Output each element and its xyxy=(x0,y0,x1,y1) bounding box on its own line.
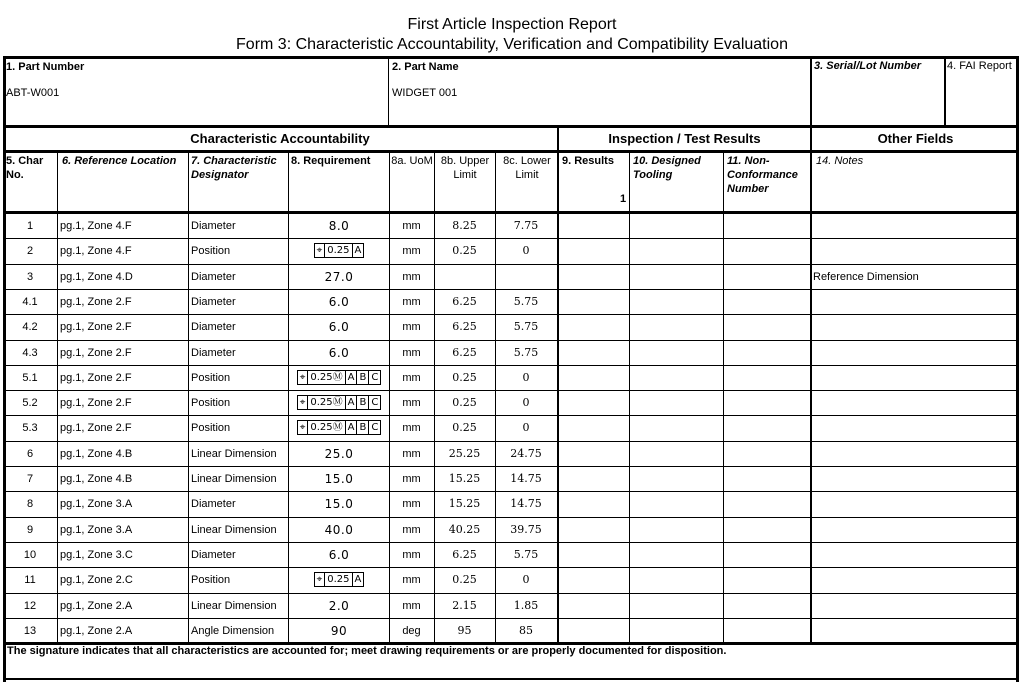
reference-location: pg.1, Zone 2.F xyxy=(60,346,132,359)
gdt-cell: C xyxy=(371,397,379,409)
char-no: 10 xyxy=(23,548,37,561)
reference-location: pg.1, Zone 4.B xyxy=(60,447,133,460)
uom: mm xyxy=(402,245,421,258)
gdt-frame xyxy=(289,420,389,435)
feature-control-frame xyxy=(314,572,365,587)
part-number-label: 1. Part Number xyxy=(6,61,85,73)
gdt-cell: A xyxy=(346,396,358,409)
char-no: 5.1 xyxy=(22,371,38,384)
char-no: 8 xyxy=(26,498,34,511)
uom: mm xyxy=(402,447,421,460)
gdt-frame xyxy=(289,395,389,410)
lower-limit: 5.75 xyxy=(513,294,539,308)
uom: mm xyxy=(402,574,421,587)
part-name-label: 2. Part Name xyxy=(392,61,459,73)
col-reference-location: 6. Reference Location xyxy=(62,155,177,167)
report-title: First Article Inspection Report xyxy=(407,16,617,33)
characteristic-designator: Diameter xyxy=(191,346,236,359)
characteristic-designator: Position xyxy=(191,245,231,258)
upper-limit: 25.25 xyxy=(448,446,481,460)
fai-report-label: 4. FAI Report xyxy=(947,60,1012,72)
position-icon: ⌖ xyxy=(315,244,326,257)
reference-location: pg.1, Zone 2.F xyxy=(60,422,132,435)
reference-location: pg.1, Zone 4.D xyxy=(60,270,133,283)
position-icon: ⌖ xyxy=(298,371,309,384)
position-icon: ⌖ xyxy=(315,573,326,586)
lower-limit: 5.75 xyxy=(513,547,539,561)
gdt-cell: 0.25 xyxy=(325,573,352,586)
reference-location: pg.1, Zone 4.B xyxy=(60,473,133,485)
lower-limit: 0 xyxy=(522,370,530,384)
reference-location: pg.1, Zone 2.F xyxy=(60,371,132,384)
characteristic-designator: Diameter xyxy=(191,220,236,232)
char-no: 4.1 xyxy=(22,295,38,308)
col-results: 9. Results xyxy=(562,155,614,167)
upper-limit: 6.25 xyxy=(452,320,477,334)
col-requirement: 8. Requirement xyxy=(291,155,371,167)
col-non-conformance-number: 11. Non-Conformance Number xyxy=(727,155,798,195)
gdt-cell: C xyxy=(371,371,379,383)
gdt-frame xyxy=(289,370,389,385)
lower-limit: 85 xyxy=(519,623,533,637)
upper-limit: 0.25 xyxy=(452,396,477,410)
section-other-fields: Other Fields xyxy=(877,131,954,146)
char-no: 4.3 xyxy=(22,346,38,359)
char-no: 7 xyxy=(26,473,34,485)
upper-limit: 8.25 xyxy=(452,219,477,232)
characteristic-designator: Angle Dimension xyxy=(191,624,275,637)
upper-limit: 95 xyxy=(457,623,472,637)
characteristic-designator: Position xyxy=(191,371,231,384)
lower-limit: 0 xyxy=(522,573,530,587)
upper-limit: 0.25 xyxy=(452,573,477,587)
characteristic-designator: Diameter xyxy=(191,548,236,561)
characteristic-designator: Linear Dimension xyxy=(191,447,277,460)
col-designed-tooling: 10. Designed Tooling xyxy=(633,155,701,181)
uom: mm xyxy=(402,498,421,511)
col-notes: 14. Notes xyxy=(816,155,864,167)
uom: mm xyxy=(402,270,421,283)
char-no: 12 xyxy=(23,599,37,612)
gdt-cell: A xyxy=(354,245,362,257)
reference-location: pg.1, Zone 3.A xyxy=(60,498,133,511)
characteristic-designator: Position xyxy=(191,422,231,435)
lower-limit: 0 xyxy=(522,244,530,258)
reference-location: pg.1, Zone 2.A xyxy=(60,624,133,637)
gdt-cell: A xyxy=(354,574,362,586)
characteristic-designator: Diameter xyxy=(191,270,236,283)
upper-limit: 2.15 xyxy=(452,598,477,612)
feature-control-frame xyxy=(297,395,382,410)
report-subtitle: Form 3: Characteristic Accountability, Verification and Compatibility Evaluation xyxy=(236,36,788,53)
lower-limit: 14.75 xyxy=(510,472,542,485)
position-icon: ⌖ xyxy=(298,396,309,409)
section-characteristic-accountability: Characteristic Accountability xyxy=(190,131,370,146)
upper-limit: 0.25 xyxy=(452,244,477,258)
uom: mm xyxy=(402,422,421,435)
uom: mm xyxy=(402,220,421,232)
requirement: 6.0 xyxy=(328,294,350,309)
feature-control-frame xyxy=(314,243,365,258)
uom: mm xyxy=(402,295,421,308)
characteristic-designator: Position xyxy=(191,397,231,410)
reference-location: pg.1, Zone 4.F xyxy=(60,245,132,258)
requirement: 8.0 xyxy=(328,219,350,233)
char-no: 11 xyxy=(24,574,36,587)
uom: mm xyxy=(402,473,421,485)
gdt-cell: B xyxy=(357,421,369,434)
char-no: 3 xyxy=(26,270,34,283)
reference-location: pg.1, Zone 3.C xyxy=(60,548,133,561)
col-char-no: 5. Char No. xyxy=(6,155,44,181)
characteristic-designator: Diameter xyxy=(191,498,236,511)
characteristic-designator: Linear Dimension xyxy=(191,523,277,536)
upper-limit: 0.25 xyxy=(452,370,477,384)
lower-limit: 14.75 xyxy=(510,497,542,511)
upper-limit: 15.25 xyxy=(448,472,481,485)
uom: mm xyxy=(402,371,421,384)
lower-limit: 7.75 xyxy=(513,219,539,232)
uom: mm xyxy=(402,397,421,410)
lower-limit: 5.75 xyxy=(513,345,539,359)
gdt-cell: C xyxy=(371,422,379,434)
reference-location: pg.1, Zone 2.C xyxy=(60,574,133,587)
gdt-cell: 0.25 xyxy=(325,244,352,257)
characteristic-designator: Diameter xyxy=(191,321,236,334)
part-number-value[interactable]: ABT-W001 xyxy=(6,87,60,99)
reference-location: pg.1, Zone 2.F xyxy=(60,295,132,308)
col-results-sub: 1 xyxy=(620,193,627,205)
serial-lot-label: 3. Serial/Lot Number xyxy=(814,60,921,72)
reference-location: pg.1, Zone 2.F xyxy=(60,321,132,334)
lower-limit: 0 xyxy=(522,421,530,435)
gdt-cell: 0.25Ⓜ xyxy=(308,371,345,384)
requirement: 2.0 xyxy=(328,598,350,613)
part-name-value[interactable]: WIDGET 001 xyxy=(392,87,458,99)
gdt-cell: 0.25Ⓜ xyxy=(308,421,345,434)
char-no: 2 xyxy=(26,245,34,258)
char-no: 6 xyxy=(26,447,34,460)
lower-limit: 5.75 xyxy=(513,320,539,334)
upper-limit: 6.25 xyxy=(452,547,477,561)
characteristic-designator: Diameter xyxy=(191,295,236,308)
section-inspection-results: Inspection / Test Results xyxy=(608,131,761,146)
reference-location: pg.1, Zone 2.A xyxy=(60,599,133,612)
note: Reference Dimension xyxy=(813,270,919,283)
gdt-cell: A xyxy=(346,371,358,384)
requirement: 15.0 xyxy=(324,497,354,512)
reference-location: pg.1, Zone 2.F xyxy=(60,397,132,410)
requirement: 6.0 xyxy=(328,345,350,360)
gdt-frame xyxy=(289,572,389,587)
feature-control-frame xyxy=(297,420,382,435)
characteristic-designator: Position xyxy=(191,574,231,587)
char-no: 4.2 xyxy=(22,321,38,334)
signature-statement: The signature indicates that all characteristics are accounted for; meet drawing requirements or are properly documented for disposition. xyxy=(7,645,727,657)
lower-limit: 1.85 xyxy=(513,598,539,612)
characteristic-designator: Linear Dimension xyxy=(191,599,277,612)
upper-limit: 40.25 xyxy=(448,522,481,536)
gdt-cell: A xyxy=(346,421,358,434)
requirement: 6.0 xyxy=(328,320,350,335)
col-lower-limit: 8c. Lower Limit xyxy=(503,155,551,181)
uom: mm xyxy=(402,548,421,561)
uom: mm xyxy=(402,346,421,359)
position-icon: ⌖ xyxy=(298,421,309,434)
uom: mm xyxy=(402,321,421,334)
characteristic-designator: Linear Dimension xyxy=(191,473,277,485)
upper-limit: 15.25 xyxy=(448,497,481,511)
lower-limit: 24.75 xyxy=(510,446,542,460)
requirement: 27.0 xyxy=(324,269,354,284)
char-no: 9 xyxy=(26,523,34,536)
col-upper-limit: 8b. Upper Limit xyxy=(440,155,490,181)
char-no: 5.3 xyxy=(22,422,38,435)
col-uom: 8a. UoM xyxy=(391,155,433,167)
upper-limit: 6.25 xyxy=(452,294,477,308)
gdt-cell: B xyxy=(357,371,369,384)
requirement: 25.0 xyxy=(324,446,354,461)
reference-location: pg.1, Zone 3.A xyxy=(60,523,133,536)
gdt-cell: B xyxy=(357,396,369,409)
char-no: 1 xyxy=(26,220,34,232)
upper-limit: 6.25 xyxy=(452,345,477,359)
gdt-cell: 0.25Ⓜ xyxy=(308,396,345,409)
char-no: 5.2 xyxy=(22,397,38,410)
uom: mm xyxy=(402,599,421,612)
feature-control-frame xyxy=(297,370,382,385)
requirement: 15.0 xyxy=(324,472,354,486)
lower-limit: 39.75 xyxy=(510,522,542,536)
gdt-frame xyxy=(289,243,389,258)
requirement: 90 xyxy=(330,623,348,638)
col-characteristic-designator: 7. Characteristic Designator xyxy=(191,155,277,181)
reference-location: pg.1, Zone 4.F xyxy=(60,220,132,232)
lower-limit: 0 xyxy=(522,396,530,410)
uom: mm xyxy=(402,523,421,536)
requirement: 40.0 xyxy=(324,522,354,537)
char-no: 13 xyxy=(23,624,37,637)
uom: deg xyxy=(402,624,421,637)
requirement: 6.0 xyxy=(328,547,350,562)
upper-limit: 0.25 xyxy=(452,421,477,435)
